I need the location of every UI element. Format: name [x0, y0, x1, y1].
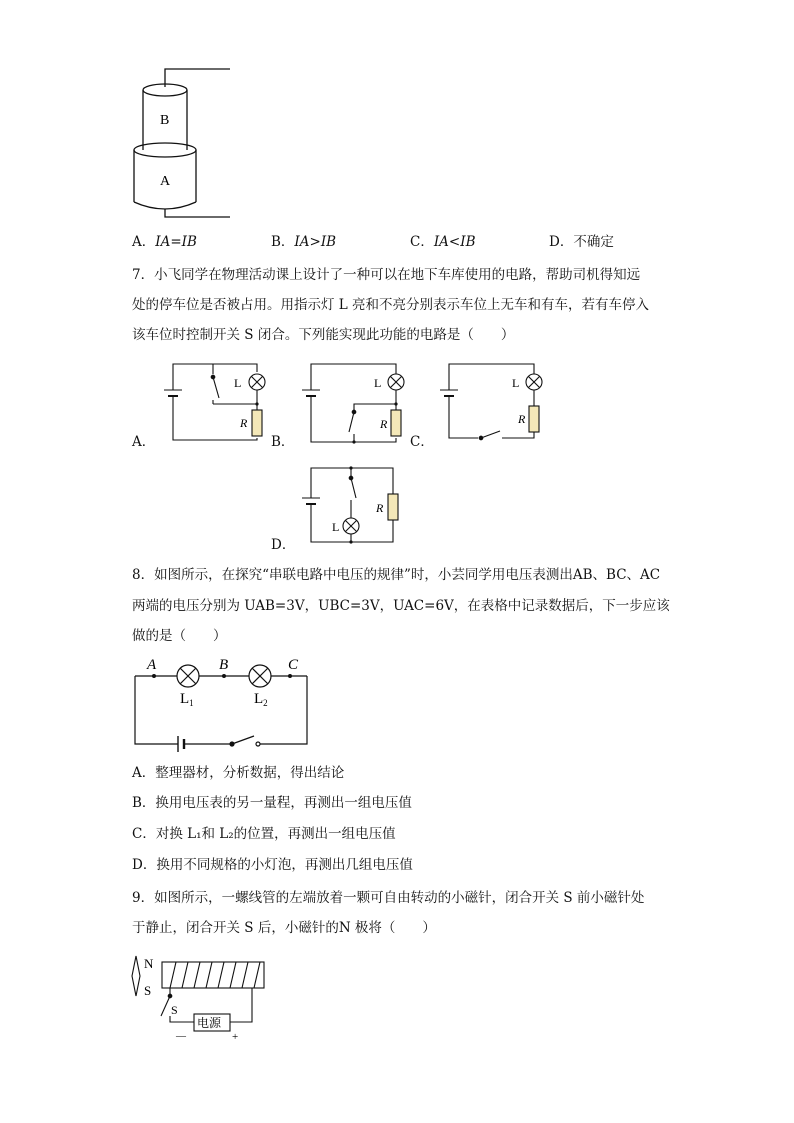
north-label: N: [144, 956, 154, 971]
q7-option-d[interactable]: D．: [271, 537, 296, 553]
q7-line-1: 7．小飞同学在物理活动课上设计了一种可以在地下车库使用的电路，帮助司机得知远: [132, 267, 641, 283]
resistor-label-a: R: [240, 416, 248, 430]
cylinder-figure: [125, 62, 245, 222]
q6-option-c[interactable]: C．IA<IB: [410, 234, 476, 250]
q8-option-c[interactable]: C．对换 L₁和 L₂的位置，再测出一组电压值: [132, 826, 396, 842]
q6-option-d[interactable]: D．不确定: [549, 234, 614, 250]
lamp-label-d: L: [332, 520, 340, 534]
point-b-label: B: [219, 657, 229, 673]
series-circuit-figure: [130, 652, 320, 752]
resistor-label-d: R: [376, 501, 384, 515]
q7-option-c[interactable]: C．: [410, 434, 434, 450]
power-label: 电源: [197, 1016, 222, 1030]
point-c-label: C: [288, 657, 299, 673]
circuit-d: [298, 460, 408, 550]
q8-option-b[interactable]: B．换用电压表的另一量程，再测出一组电压值: [132, 795, 412, 811]
resistor-label-c: R: [518, 412, 526, 426]
q7-line-2: 处的停车位是否被占用。用指示灯 L 亮和不亮分别表示车位上无车和有车，若有车停入: [132, 297, 650, 313]
south-label: S: [144, 983, 152, 998]
lamp-label-c: L: [512, 376, 520, 390]
q8-line-1: 8．如图所示，在探究“串联电路中电压的规律”时，小芸同学用电压表测出AB、BC、AC: [132, 567, 661, 583]
q8-line-2: 两端的电压分别为 UAB=3V，UBC=3V，UAC=6V，在表格中记录数据后，下一步应该: [132, 598, 670, 614]
label-b: B: [160, 113, 170, 128]
label-a: A: [160, 174, 171, 189]
q8-option-d[interactable]: D．换用不同规格的小灯泡，再测出几组电压值: [132, 857, 413, 873]
lamp1-label: $L_1$: [180, 691, 194, 708]
point-a-label: A: [147, 657, 157, 673]
resistor-label-b: R: [380, 417, 388, 431]
q9-line-1: 9．如图所示，一螺线管的左端放着一颗可自由转动的小磁针，闭合开关 S 前小磁针处: [132, 890, 645, 906]
circuit-a: [160, 360, 270, 450]
plus-label: +: [232, 1031, 239, 1043]
q6-option-a[interactable]: A．IA=IB: [132, 234, 197, 250]
q9-line-2: 于静止，闭合开关 S 后，小磁针的N 极将（ ）: [132, 920, 436, 936]
circuit-b: [298, 360, 408, 450]
lamp2-label: $L_2$: [254, 691, 268, 708]
circuit-c: [436, 360, 546, 450]
switch-label: S: [171, 1003, 178, 1017]
q7-line-3: 该车位时控制开关 S 闭合。下列能实现此功能的电路是（ ）: [132, 327, 515, 343]
lamp-label-b: L: [374, 376, 382, 390]
minus-label: —: [176, 1031, 186, 1042]
q6-option-b[interactable]: B．IA>IB: [271, 234, 337, 250]
lamp-label-a: L: [234, 376, 242, 390]
q8-line-3: 做的是（ ）: [132, 628, 227, 644]
q8-option-a[interactable]: A．整理器材，分析数据，得出结论: [132, 765, 345, 781]
q7-option-a[interactable]: A．: [132, 434, 156, 450]
solenoid-figure: [128, 950, 278, 1045]
q7-option-b[interactable]: B．: [271, 434, 295, 450]
